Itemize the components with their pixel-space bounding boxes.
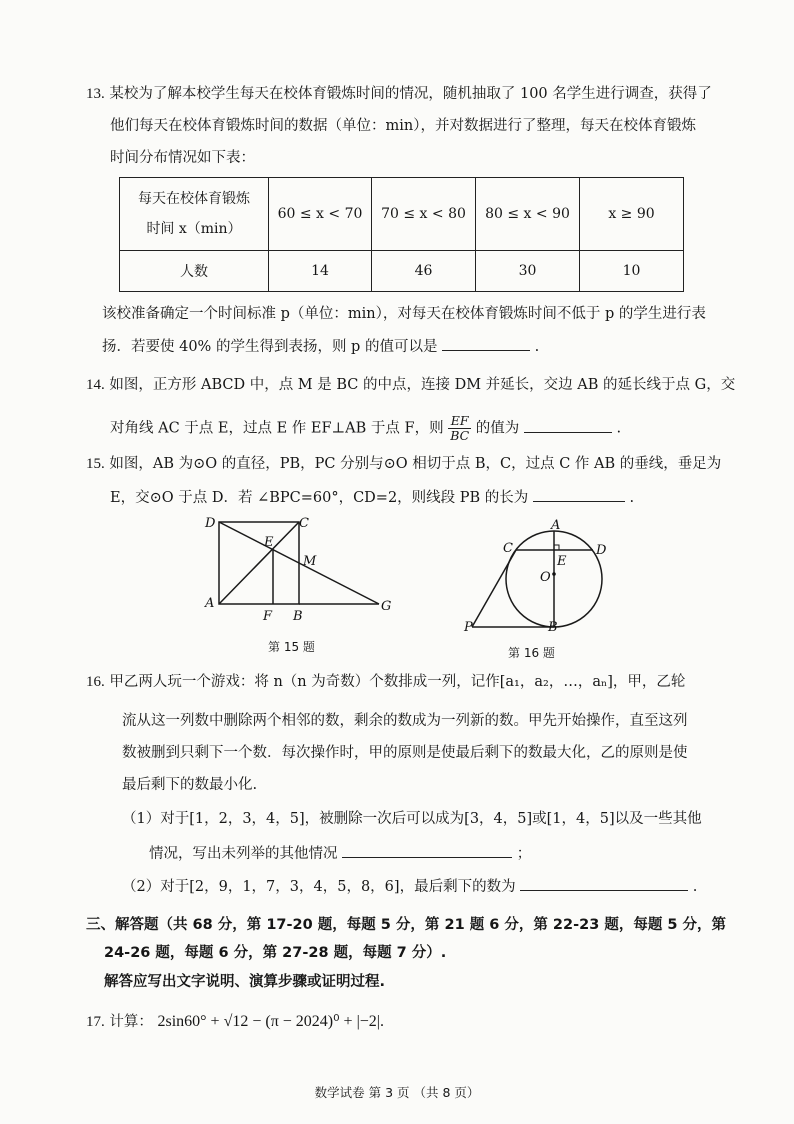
table-header-line1: 每天在校体育锻炼 xyxy=(138,191,250,207)
q17-number: 17. xyxy=(86,1014,105,1030)
q16-number: 16. xyxy=(86,674,105,690)
table-cell: 10 xyxy=(580,251,684,292)
q17-expression: 2sin60° + √12 − (π − 2024)⁰ + |−2|. xyxy=(157,1013,384,1030)
label-e: E xyxy=(264,535,274,550)
q16-line2: 流从这一列数中删除两个相邻的数，剩余的数成为一列新的数。甲先开始操作，直至这列 xyxy=(122,713,688,729)
q16-sub1-answer-blank[interactable] xyxy=(342,843,512,858)
label-a: A xyxy=(205,596,215,611)
q15-answer-blank[interactable] xyxy=(533,487,625,502)
q15-text-1: 如图，AB 为⊙O 的直径，PB，PC 分别与⊙O 相切于点 B，C，过点 C 作 AB 的垂线，垂足为 xyxy=(109,456,722,472)
q16-sub2-answer-blank[interactable] xyxy=(520,876,688,891)
fraction-numerator: EF xyxy=(448,414,471,429)
tangent-pc xyxy=(472,550,516,627)
q16-sub2-period: . xyxy=(692,879,698,895)
table-cell: 30 xyxy=(476,251,580,292)
diagonal-ac xyxy=(219,522,299,604)
table-cell: 46 xyxy=(372,251,476,292)
ef-over-bc-fraction xyxy=(448,414,471,443)
label-p: P xyxy=(464,620,473,634)
figure-15-diagram xyxy=(196,506,406,626)
q15-period: . xyxy=(629,490,635,506)
label-o: O xyxy=(540,570,551,585)
q16-sub1-semicolon: ； xyxy=(516,846,532,862)
q15-line2 xyxy=(110,487,634,508)
q14-period: . xyxy=(616,420,622,437)
table-row-label: 人数 xyxy=(120,251,269,292)
q14-line2 xyxy=(110,414,621,443)
table-col-header: x ≥ 90 xyxy=(580,178,684,251)
q16-line3: 数被删到只剩下一个数．每次操作时，甲的原则是使最后剩下的数最大化，乙的原则是使 xyxy=(122,745,688,761)
fraction-denominator: BC xyxy=(450,428,470,443)
q13-line3: 时间分布情况如下表： xyxy=(110,150,255,166)
label-c: C xyxy=(299,516,309,531)
q17-line xyxy=(86,1012,384,1032)
q13-period: . xyxy=(534,339,540,355)
q13-line4: 该校准备确定一个时间标准 p（单位：min），对每天在校体育锻炼时间不低于 p 的学生进行表 xyxy=(102,306,706,322)
table-row xyxy=(120,251,684,292)
q13-line1 xyxy=(86,84,712,104)
q13-text-1: 某校为了解本校学生每天在校体育锻炼时间的情况，随机抽取了 100 名学生进行调查，获得了 xyxy=(109,86,712,102)
q13-line2: 他们每天在校体育锻炼时间的数据（单位：min），并对数据进行了整理，每天在校体育锻炼 xyxy=(110,118,696,134)
q16-line1 xyxy=(86,672,685,692)
q16-sub2-line xyxy=(122,876,697,897)
q15-number: 15. xyxy=(86,456,105,472)
table-col-header: 70 ≤ x < 80 xyxy=(372,178,476,251)
q16-text-1: 甲乙两人玩一个游戏：将 n（n 为奇数）个数排成一列，记作[a₁，a₂，…，aₙ]，甲，乙轮 xyxy=(109,674,686,690)
q14-text-2: 对角线 AC 于点 E，过点 E 作 EF⊥AB 于点 F，则 xyxy=(110,420,444,437)
q14-text-3: 的值为 xyxy=(475,420,520,437)
label-b: B xyxy=(293,609,303,624)
center-point xyxy=(552,572,556,576)
label-c: C xyxy=(503,541,513,556)
q16-line4: 最后剩下的数最小化. xyxy=(122,777,258,793)
q15-line1 xyxy=(86,454,721,474)
table-col-header: 80 ≤ x < 90 xyxy=(476,178,580,251)
q16-sub1-text: 情况，写出未列举的其他情况 xyxy=(149,846,338,862)
table-col-header: 60 ≤ x < 70 xyxy=(269,178,372,251)
table-cell: 14 xyxy=(269,251,372,292)
section-3-instruction: 解答应写出文字说明、演算步骤或证明过程. xyxy=(104,974,386,990)
label-b: B xyxy=(548,620,558,634)
table-row xyxy=(120,178,684,251)
label-f: F xyxy=(263,609,273,624)
q14-text-1: 如图，正方形 ABCD 中，点 M 是 BC 的中点，连接 DM 并延长，交边 AB 的延长线于点 G，交 xyxy=(109,377,736,393)
section-3-title: 三、解答题（共 68 分，第 17-20 题，每题 5 分，第 21 题 6 分，第 22-23 题，每题 5 分，第 xyxy=(86,917,727,933)
table-header-line2: 时间 x（min） xyxy=(146,221,242,237)
page-footer: 数学试卷 第 3 页 （共 8 页） xyxy=(314,1085,480,1100)
figure-16-caption: 第 16 题 xyxy=(508,646,555,660)
label-m: M xyxy=(303,554,317,569)
q13-line5 xyxy=(102,336,539,357)
q16-sub1-line1: （1）对于[1，2，3，4，5]，被删除一次后可以成为[3，4，5]或[1，4，5]以及一些其他 xyxy=(122,811,702,827)
q13-answer-blank[interactable] xyxy=(442,336,530,351)
label-d: D xyxy=(596,543,607,558)
q13-number: 13. xyxy=(86,86,105,102)
q15-text-2: E，交⊙O 于点 D．若 ∠BPC=60°，CD=2，则线段 PB 的长为 xyxy=(110,490,529,506)
q13-text-5: 扬．若要使 40% 的学生得到表扬，则 p 的值可以是 xyxy=(102,339,438,355)
section-3-title-cont: 24-26 题，每题 6 分，第 27-28 题，每题 7 分）. xyxy=(104,945,447,961)
table-header-cell xyxy=(120,178,269,251)
q14-line1 xyxy=(86,375,735,395)
label-d: D xyxy=(205,516,216,531)
figure-15-caption: 第 15 题 xyxy=(268,640,315,654)
q16-sub2-text: （2）对于[2，9，1，7，3，4，5，8，6]，最后剩下的数为 xyxy=(122,879,516,895)
label-a: A xyxy=(551,518,561,533)
label-e: E xyxy=(557,554,567,569)
q14-number: 14. xyxy=(86,377,105,393)
figure-16-diagram xyxy=(456,510,636,634)
time-distribution-table xyxy=(119,177,684,292)
q16-sub1-line2 xyxy=(149,843,531,864)
label-g: G xyxy=(381,599,392,614)
q17-prefix: 计算： xyxy=(109,1014,153,1030)
q14-answer-blank[interactable] xyxy=(524,418,612,433)
